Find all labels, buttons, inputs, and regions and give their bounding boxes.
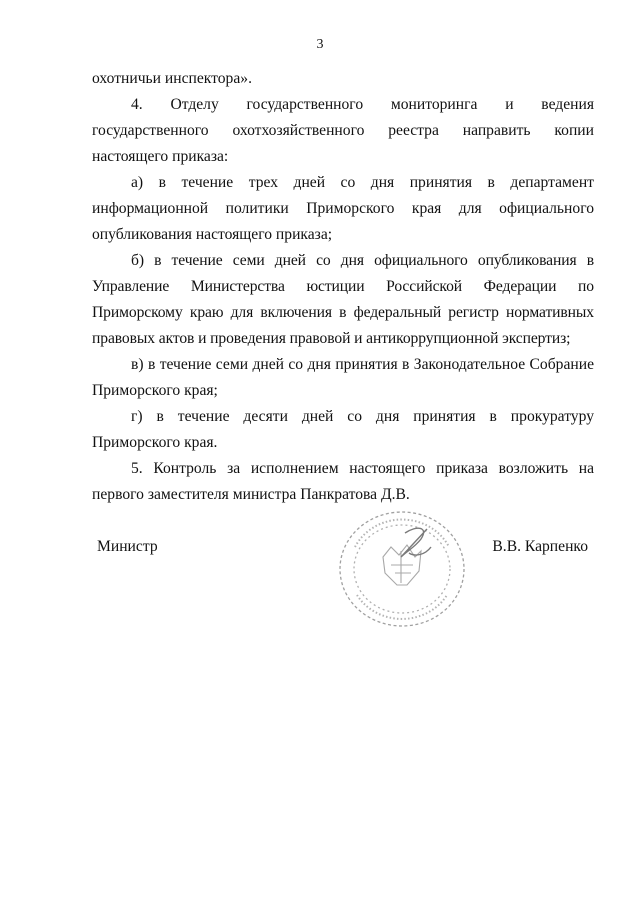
paragraph-subitem-b: б) в течение семи дней со дня официального опубликования в Управление Министерства юстиции Российской Федерации по Приморскому краю для включения в федеральный регистр нормативных правовых актов и проведения правовой и антикоррупционной экспертиз; <box>92 252 594 347</box>
signature-block <box>0 534 640 564</box>
paragraph-item-4: 4. Отделу государственного мониторинга и ведения государственного охотхозяйственного реестра направить копии настоящего приказа: <box>92 96 594 165</box>
document-body <box>92 66 594 508</box>
seal-rings <box>340 512 464 626</box>
paragraph-item-5: 5. Контроль за исполнением настоящего приказа возложить на первого заместителя министра Панкратова Д.В. <box>92 460 594 503</box>
page-number: 3 <box>316 37 324 52</box>
paragraph-subitem-v: в) в течение семи дней со дня принятия в Законодательное Собрание Приморского края; <box>92 356 594 399</box>
official-seal-stamp <box>335 507 470 632</box>
paragraph-subitem-a: а) в течение трех дней со дня принятия в департамент информационной политики Приморского края для официального опубликования настоящего приказа; <box>92 174 594 243</box>
signatory-title: Министр <box>97 538 158 555</box>
paragraph-continuation: охотничьи инспектора». <box>92 70 252 87</box>
seal-border-text <box>355 520 449 619</box>
paragraph-subitem-g: г) в течение десяти дней со дня принятия в прокуратуру Приморского края. <box>92 408 594 451</box>
seal-emblem <box>383 545 421 585</box>
signatory-name: В.В. Карпенко <box>492 538 588 555</box>
seal-signature-stroke <box>401 528 431 557</box>
